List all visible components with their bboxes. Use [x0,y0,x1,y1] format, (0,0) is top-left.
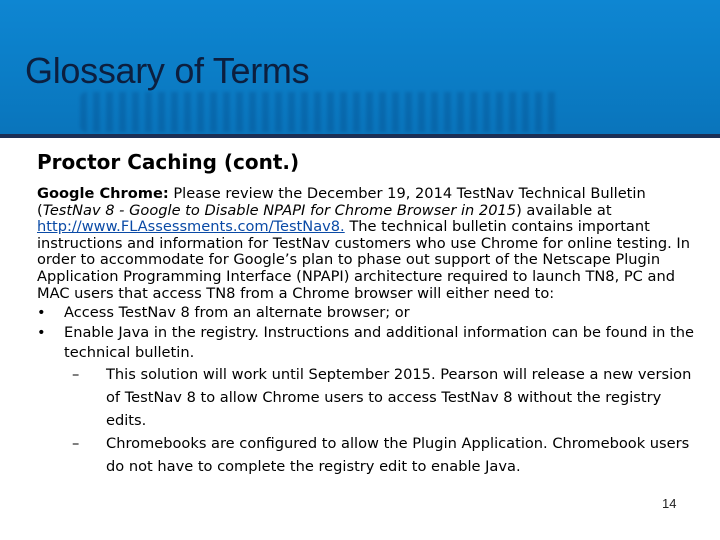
title-divider [0,134,720,138]
title-banner [0,0,720,136]
banner-watermark [80,92,560,132]
sub-bullet-text: This solution will work until September 2015. Pearson will release a new version of TestNav 8 to allow Chrome users to access TestNav 8 without the registry edits. [106,366,692,430]
dash-icon: – [72,366,80,384]
bullet-item [37,323,697,478]
intro-text-2: ) available at [516,201,612,219]
slide-title: Glossary of Terms [25,50,310,91]
intro-paragraph [37,186,697,302]
intro-label: Google Chrome: [37,185,169,202]
sub-bullet-text: Chromebooks are configured to allow the Plugin Application. Chromebook users do not have to complete the registry edit to enable Java. [106,435,690,476]
assessments-link[interactable]: http://www.FLAssessments.com/TestNav8. [37,218,345,236]
intro-text-3: The technical bulletin contains important instructions and information for TestNav customers who use Chrome for online testing. In order to accommodate for Google’s plan to phase out support of the Netscape Plugin Application Programming Interface (NPAPI) architecture required to launch TN8, PC and MAC users that access TN8 from a Chrome browser will either need to: [37,218,690,302]
option-bullets [37,303,697,478]
intro-text-1: Please review the December 19, 2014 TestNav Technical Bulletin ( [37,185,646,219]
page-number: 14 [662,496,677,511]
dash-icon: – [72,435,80,453]
bullet-text: Access TestNav 8 from an alternate browser; or [64,304,410,322]
section-title: Proctor Caching (cont.) [37,150,300,174]
bullet-dot-icon: • [37,324,46,342]
sub-bullets [64,363,697,478]
sub-bullet-item [72,432,697,478]
bullet-dot-icon: • [37,304,46,322]
bullet-item [37,303,697,323]
body-content [37,186,697,478]
sub-bullet-item [72,363,697,432]
bulletin-title: TestNav 8 - Google to Disable NPAPI for Chrome Browser in 2015 [42,201,517,219]
bullet-text: Enable Java in the registry. Instructions and additional information can be found in the technical bulletin. [64,324,695,362]
